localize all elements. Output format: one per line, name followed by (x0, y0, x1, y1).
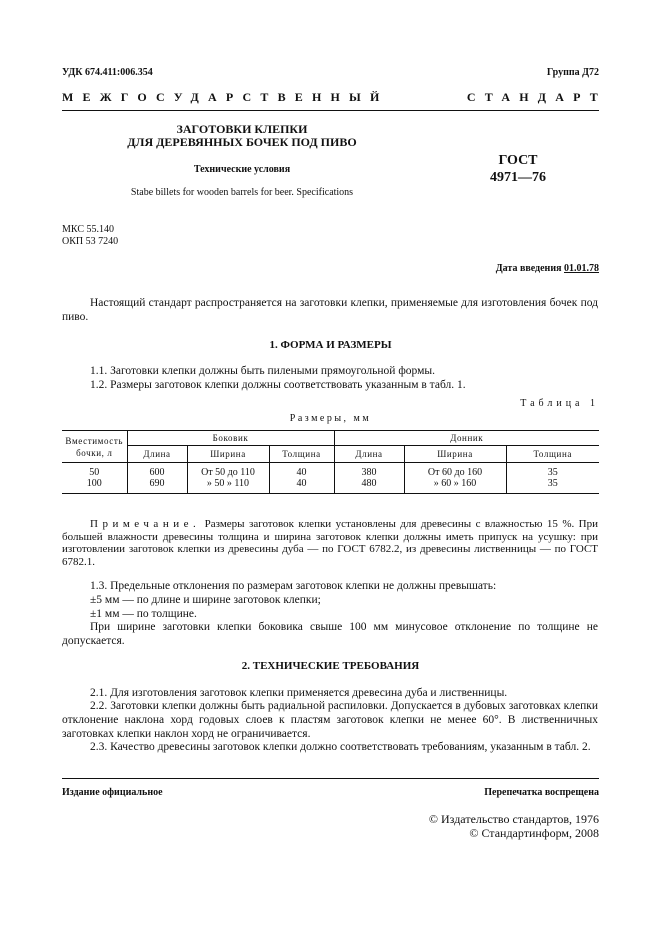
mks-code: МКС 55.140 (62, 224, 114, 235)
paragraph-1-3-note: При ширине заготовки клепки боковика свыше 100 мм минусовое отклонение по толщине не допускается. (62, 621, 598, 647)
table-cell: 100 (62, 478, 127, 494)
paragraph-1-3: 1.3. Предельные отклонения по размерам заготовок клепки не должны превышать: (90, 580, 497, 592)
header-bottom-stave: Донник (334, 431, 599, 446)
table-row (62, 463, 599, 479)
paragraph-1-1: 1.1. Заготовки клепки должны быть пилеными прямоугольной формы. (90, 365, 435, 377)
table-cell: От 60 до 160 (404, 463, 506, 479)
reprint-prohibited: Перепечатка воспрещена (484, 787, 599, 798)
table-cell: 380 (334, 463, 404, 479)
official-edition: Издание официальное (62, 787, 163, 798)
banner-interstate: МЕЖГОСУДАРСТВЕННЫЙ (62, 90, 389, 104)
header-bottom-length: Длина (334, 446, 404, 463)
banner-standard: СТАНДАРТ (466, 90, 607, 104)
table-cell: 690 (127, 478, 187, 494)
header-capacity: Вместимость бочки, л (62, 431, 127, 463)
header-bottom-width: Ширина (404, 446, 506, 463)
dimensions-table (62, 430, 599, 494)
table-cell: 600 (127, 463, 187, 479)
group-code: Группа Д72 (546, 67, 599, 78)
section1-heading: 1. ФОРМА И РАЗМЕРЫ (269, 339, 392, 351)
intro-date-value: 01.01.78 (564, 263, 599, 274)
table-cell: 40 (269, 463, 334, 479)
table-cell: 35 (547, 478, 558, 489)
tolerance-item-1: ±5 мм — по длине и ширине заготовок клепки; (90, 594, 321, 606)
footer-rule (62, 778, 599, 779)
copyright-1976: © Издательство стандартов, 1976 (428, 812, 599, 826)
table-cell: 480 (334, 478, 404, 494)
paragraph-2-1: 2.1. Для изготовления заготовок клепки применяется древесина дуба и лиственницы. (90, 687, 508, 699)
title-line-2: ДЛЯ ДЕРЕВЯННЫХ БОЧЕК ПОД ПИВО (127, 135, 357, 149)
table-cell: 35 (547, 467, 558, 478)
title-subtitle: Технические условия (193, 164, 291, 175)
note-label: Примечание. (90, 518, 201, 530)
header-side-stave: Боковик (127, 431, 334, 446)
paragraph-2-3: 2.3. Качество древесины заготовок клепки должно соответствовать требованиям, указанным в табл. 2. (90, 741, 591, 753)
intro-paragraph: Настоящий стандарт распространяется на заготовки клепки, применяемые для изготовления бочек под пиво. (62, 297, 598, 323)
table-cell: 40 (269, 478, 334, 494)
table1-caption: Размеры, мм (289, 413, 372, 424)
gost-label: ГОСТ (498, 153, 538, 168)
table-cell: 50 (62, 463, 127, 479)
title-line-1: ЗАГОТОВКИ КЛЕПКИ (176, 122, 308, 136)
intro-date (496, 263, 599, 274)
title-english: Stabe billets for wooden barrels for beer. Specifications (130, 187, 354, 198)
note-text: Размеры заготовок клепки установлены для древесины с влажностью 15 %. При большей влажности древесины толщина и ширина заготовок клепки должны иметь припуск на усушку: при изготовлении заготовок клепки из древесины дуба — по ГОСТ 6782.2, из древесины лиственницы — по ГОСТ 6782.1. (62, 518, 598, 568)
header-bottom-thickness: Толщина (533, 449, 572, 459)
section2-heading: 2. ТЕХНИЧЕСКИЕ ТРЕБОВАНИЯ (241, 660, 420, 672)
table-note (62, 518, 598, 568)
table-cell: » 50 » 110 (187, 478, 269, 494)
gost-number: 4971—76 (490, 170, 546, 185)
table-row (62, 478, 599, 494)
intro-date-label: Дата введения (495, 263, 562, 274)
tolerance-item-2: ±1 мм — по толщине. (90, 608, 197, 620)
copyright-2008: © Стандартинформ, 2008 (469, 826, 599, 840)
header-side-thickness: Толщина (269, 446, 334, 463)
udk-code: УДК 674.411:006.354 (62, 67, 153, 78)
header-side-width: Ширина (187, 446, 269, 463)
header-rule (62, 110, 599, 111)
okp-code: ОКП 53 7240 (62, 236, 119, 247)
paragraph-2-2: 2.2. Заготовки клепки должны быть радиальной распиловки. Допускается в дубовых заготовках клепки отклонение наклона хорд годовых слоев к пластям заготовок клепки не менее 60°. В лиственничных заготовках клепки наклон хорд не ограничивается. (62, 700, 598, 740)
table1-label: Таблица 1 (520, 398, 599, 409)
paragraph-1-2: 1.2. Размеры заготовок клепки должны соответствовать указанным в табл. 1. (90, 379, 466, 391)
table-cell: От 50 до 110 (187, 463, 269, 479)
table-cell: » 60 » 160 (404, 478, 506, 494)
header-side-length: Длина (127, 446, 187, 463)
